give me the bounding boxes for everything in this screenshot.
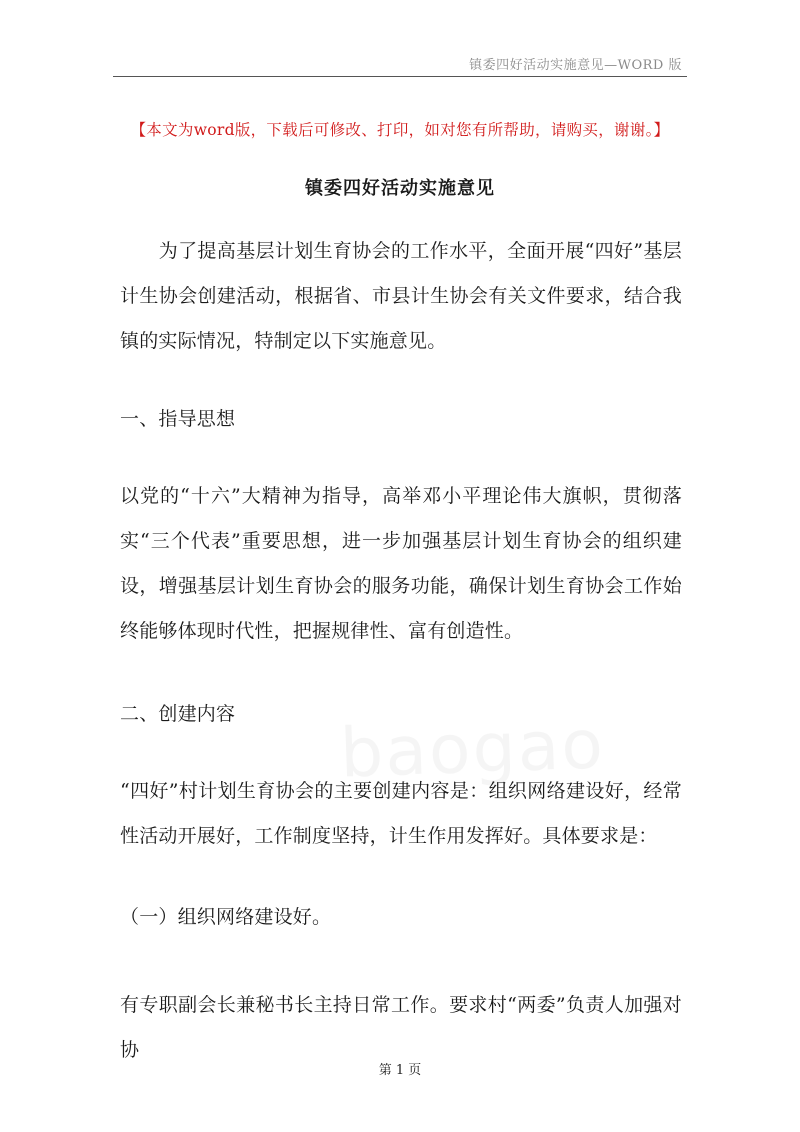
subsection-paragraph-organization: 有专职副会长兼秘书长主持日常工作。要求村“两委”负责人加强对协 <box>120 994 682 1061</box>
download-notice: 【本文为word版，下载后可修改、打印，如对您有所帮助，请购买，谢谢。】 <box>130 121 670 139</box>
subsection-heading-organization: （一）组织网络建设好。 <box>120 906 332 928</box>
section-paragraph-guiding-ideology: 以党的“十六”大精神为指导，高举邓小平理论伟大旗帜，贯彻落实“三个代表”重要思想，进一步加强基层计划生育协会的组织建设，增强基层计划生育协会的服务功能，确保计划生育协会工作始终能够体现时代性，把握规律性、富有创造性。 <box>120 485 682 642</box>
document-title: 镇委四好活动实施意见 <box>305 178 495 199</box>
section-heading-creation-content: 二、创建内容 <box>120 703 236 725</box>
intro-paragraph: 为了提高基层计划生育协会的工作水平，全面开展“四好”基层计生协会创建活动，根据省、市县计生协会有关文件要求，结合我镇的实际情况，特制定以下实施意见。 <box>120 240 682 352</box>
section-heading-guiding-ideology: 一、指导思想 <box>120 408 236 430</box>
section-paragraph-creation-content: “四好”村计划生育协会的主要创建内容是：组织网络建设好，经常性活动开展好，工作制度坚持，计生作用发挥好。具体要求是： <box>120 780 682 847</box>
page-number: 第 1 页 <box>378 1063 422 1078</box>
header-divider <box>113 76 687 77</box>
running-header: 镇委四好活动实施意见—WORD 版 <box>469 58 682 73</box>
